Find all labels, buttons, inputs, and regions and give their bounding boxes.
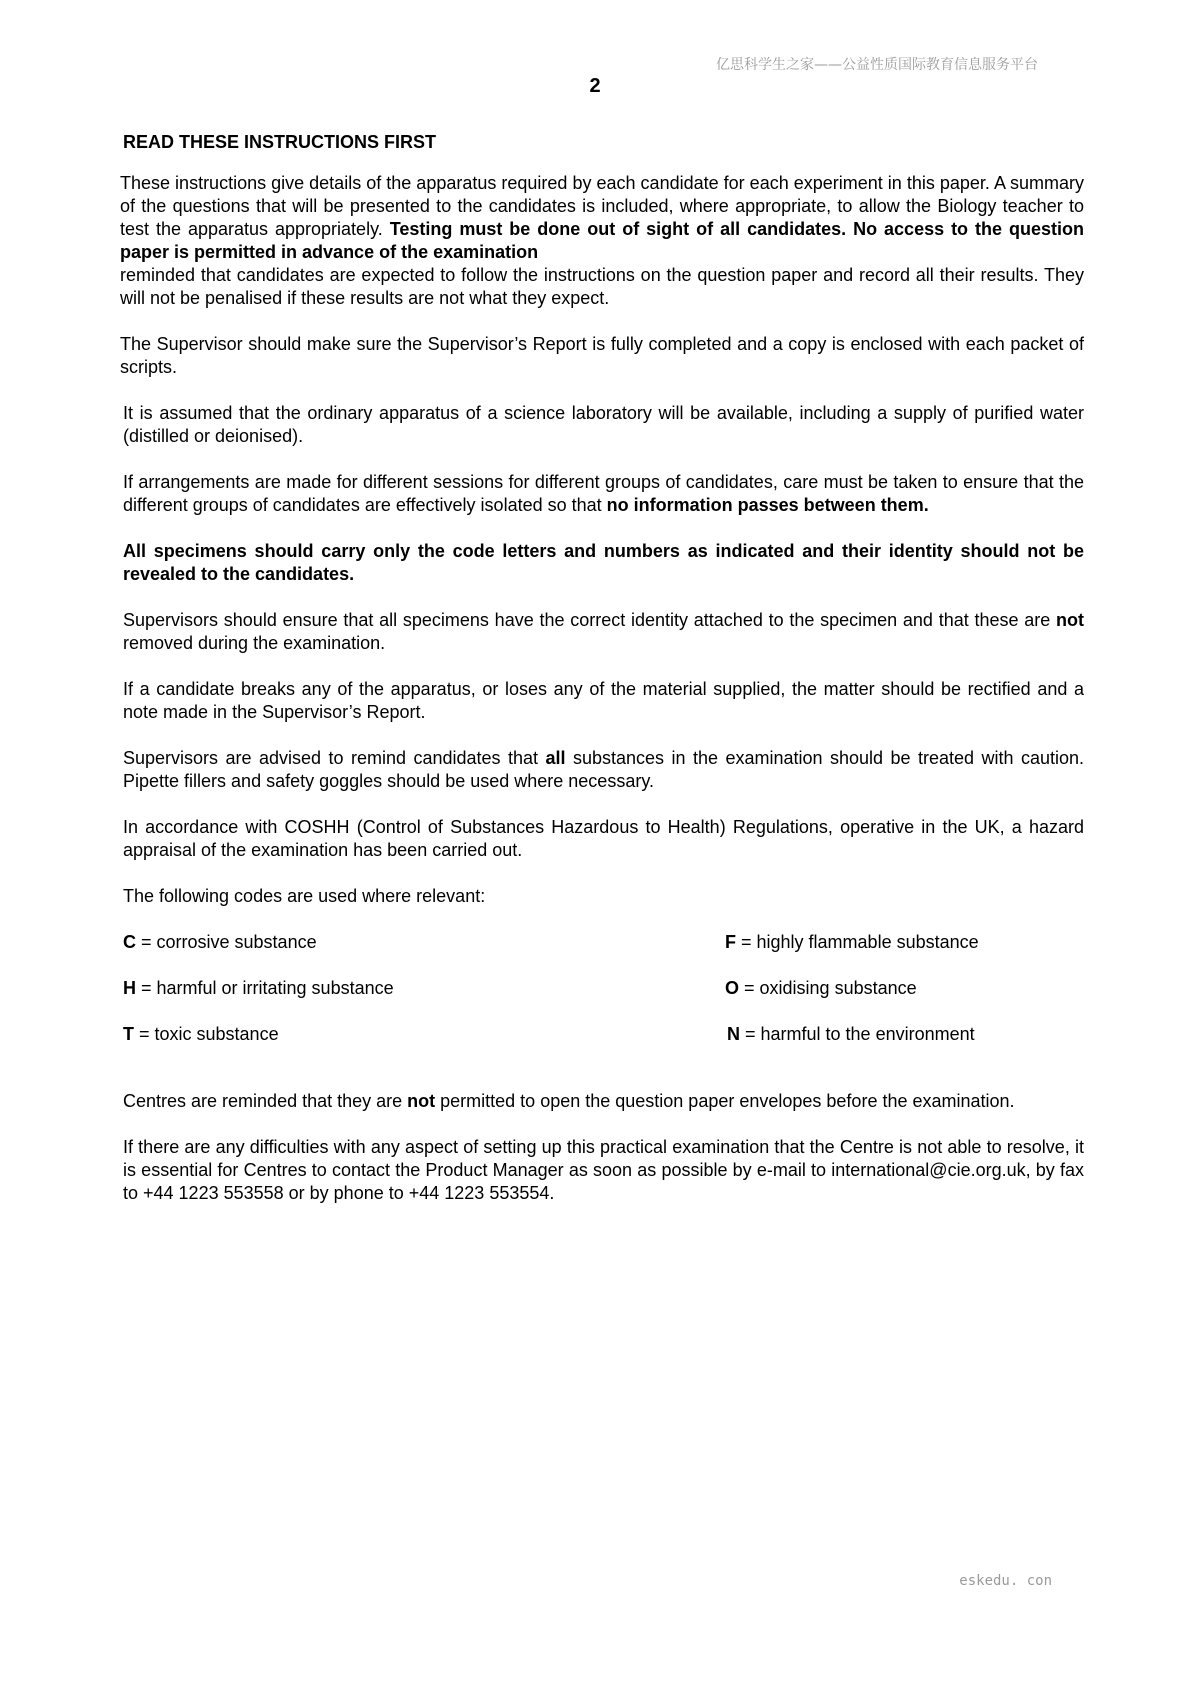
- paragraph-contact: If there are any difficulties with any aspect of setting up this practical examination that the Centre is not able to resolve, it is essential for Centres to contact the Product Manager as soon as possible by e-mail to international@cie.org.uk, by fax to +44 1223 553558 or by phone to +44 1223 553554.: [123, 1137, 1084, 1203]
- hazard-code-item: C = corrosive substance: [123, 932, 317, 952]
- page-heading: READ THESE INSTRUCTIONS FIRST: [123, 132, 437, 152]
- instructions-body: [120, 131, 1084, 1228]
- hazard-code-item: H = harmful or irritating substance: [123, 978, 394, 998]
- hazard-code-row: [123, 977, 1084, 1000]
- watermark-top: 亿思科学生之家——公益性质国际教育信息服务平台: [716, 57, 1038, 73]
- paragraph-caution: Supervisors are advised to remind candidates that all substances in the examination should be treated with caution. Pipette fillers and safety goggles should be used where necessary.: [123, 748, 1084, 791]
- paragraph-envelopes: Centres are reminded that they are not permitted to open the question paper envelopes before the examination.: [123, 1091, 1015, 1111]
- hazard-codes-list: [123, 931, 1084, 1046]
- paragraph-apparatus: These instructions give details of the apparatus required by each candidate for each experiment in this paper. A summary of the questions that will be presented to the candidates is included, where appropriate, to allow the Biology teacher to test the apparatus appropriately. Testing must be done out of sight of all candidates. No access to the question paper is permitted in advance of the examination reminded that candidates are expected to follow the instructions on the question paper and record all their results. They will not be penalised if these results are not what they expect.: [120, 173, 1084, 308]
- paragraph-supervisor-report: The Supervisor should make sure the Supervisor’s Report is fully completed and a copy is enclosed with each packet of scripts.: [120, 334, 1084, 377]
- watermark-bottom: eskedu. con: [959, 1573, 1052, 1589]
- paragraph-breakage: If a candidate breaks any of the apparatus, or loses any of the material supplied, the matter should be rectified and a note made in the Supervisor’s Report.: [123, 679, 1084, 722]
- paragraph-specimen-codes: All specimens should carry only the code letters and numbers as indicated and their identity should not be revealed to the candidates.: [123, 541, 1084, 584]
- paragraph-ordinary-apparatus: It is assumed that the ordinary apparatus of a science laboratory will be available, including a supply of purified water (distilled or deionised).: [123, 403, 1084, 446]
- hazard-code-item: O = oxidising substance: [725, 978, 917, 998]
- page-number: 2: [589, 75, 601, 97]
- hazard-code-item: N = harmful to the environment: [727, 1024, 975, 1044]
- hazard-code-row: [123, 931, 1084, 954]
- paragraph-sessions: If arrangements are made for different sessions for different groups of candidates, care must be taken to ensure that the different groups of candidates are effectively isolated so that no information passes between them.: [123, 472, 1084, 515]
- paragraph-coshh: In accordance with COSHH (Control of Substances Hazardous to Health) Regulations, operative in the UK, a hazard appraisal of the examination has been carried out.: [123, 817, 1084, 860]
- paragraph-specimen-identity: Supervisors should ensure that all specimens have the correct identity attached to the specimen and that these are not removed during the examination.: [123, 610, 1084, 653]
- hazard-code-row: [123, 1023, 1084, 1046]
- hazard-code-item: T = toxic substance: [123, 1024, 279, 1044]
- hazard-code-item: F = highly flammable substance: [725, 932, 979, 952]
- paragraph-codes-intro: The following codes are used where relevant:: [123, 886, 486, 906]
